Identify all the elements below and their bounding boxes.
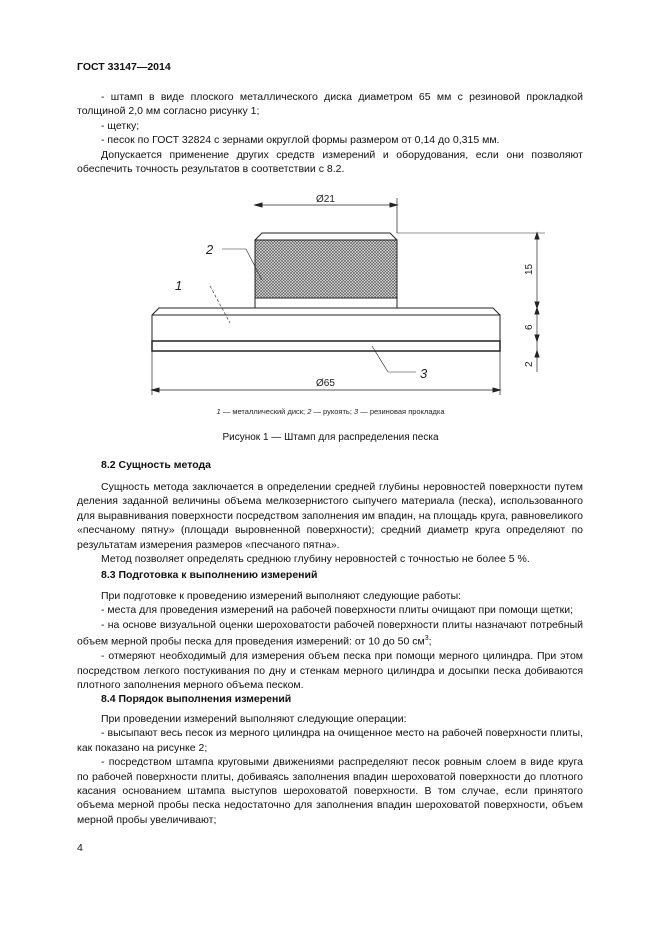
legend-text: — рукоять; [311, 407, 355, 416]
callout-disc: 1 [175, 278, 183, 293]
paragraph: Допускается применение других средств измерений и оборудования, если они позволяют обеспечить точность результатов в соответствии с 8.2. [77, 148, 583, 176]
paragraph: - отмеряют необходимый для измерения объем песка при помощи мерного цилиндра. При этом посредством легкого постукивания по дну и стенкам мерного цилиндра и досыпки песка добиваются плотного заполнения мерного объема песком. [77, 650, 583, 691]
section-8-2 [77, 480, 583, 566]
section-8-4 [77, 712, 583, 827]
section-heading: 8.3 Подготовка к выполнению измерений [101, 569, 318, 581]
dim-disc-height: 6 [524, 324, 535, 330]
paragraph: - песок по ГОСТ 32824 с зернами округлой формы размером от 0,14 до 0,315 мм. [101, 134, 500, 147]
handle-knurl [255, 240, 397, 298]
callout-handle: 2 [206, 242, 214, 257]
dim-pad-height: 2 [524, 361, 535, 367]
figure-legend [0, 407, 661, 416]
paragraph: При подготовке к проведению измерений выполняют следующие работы: [101, 590, 462, 602]
legend-text: — резиновая прокладка [358, 407, 445, 416]
paragraph: Метод позволяет определять среднюю глубину неровностей с точностью не более 5 %. [101, 553, 530, 566]
document-number: ГОСТ 33147—2014 [77, 61, 171, 73]
legend-text: — металлический диск; [220, 407, 308, 416]
superscript: 3 [424, 635, 429, 643]
page-number: 4 [77, 842, 83, 854]
dim-bottom-diameter: Ø65 [316, 378, 335, 389]
legend-num: 3 [354, 407, 359, 416]
disc-chamfer [152, 308, 500, 315]
paragraph: - штамп в виде плоского металлического диска диаметром 65 мм с резиновой прокладкой толщиной 2,0 мм согласно рисунку 1; [77, 91, 583, 118]
paragraph-tail: ; [428, 635, 432, 648]
paragraph: Сущность метода заключается в определении средней глубины неровностей поверхности путем деления заданной величины объема мелкозернистого сыпучего материала (песка), использованного для выравнивания поверхности посредством заполнения им впадин, на площадь круга, равновеликого «песчаному пятну» (площади выровненной поверхности); средний диаметр круга определяют по результатам измерения размеров «песчаного пятна». [77, 481, 583, 551]
handle-chamfer [255, 233, 397, 240]
paragraph: - посредством штампа круговыми движениями распределяют песок ровным слоем в виде круга по рабочей поверхности плиты, добиваясь заполнения впадин шероховатой поверхности до плотного касания основанием штампа выступов шероховатой поверхности. В том случае, если принятого объема мерной пробы песка недостаточно для заполнения впадин шероховатой поверхности, объем мерной пробы увеличивают; [77, 756, 583, 826]
dim-top-diameter: Ø21 [316, 194, 335, 205]
section-8-3 [77, 589, 583, 692]
legend-num: 2 [307, 407, 312, 416]
paragraph: При проведении измерений выполняют следующие операции: [101, 713, 407, 725]
rubber-pad [152, 341, 500, 351]
section-heading: 8.2 Сущность метода [101, 459, 212, 471]
figure-stamp-drawing [0, 0, 661, 430]
dim-handle-height: 15 [524, 263, 535, 275]
figure-caption: Рисунок 1 — Штамп для распределения песка [222, 432, 439, 443]
legend-num: 1 [216, 407, 221, 416]
paragraph [77, 618, 583, 649]
paragraph: - высыпают весь песок из мерного цилиндра на очищенное место на рабочей поверхности плиты, как показано на рисунке 2; [77, 727, 583, 754]
paragraph: - щетку; [101, 119, 140, 132]
section-heading: 8.4 Порядок выполнения измерений [101, 693, 292, 705]
paragraph: - места для проведения измерений на рабочей поверхности плиты очищают при помощи щетки; [101, 604, 574, 617]
paragraph-text: - на основе визуальной оценки шероховатости рабочей поверхности плиты назначают потребный объем мерной пробы песка для проведения измерений: от 10 до 50 см [77, 618, 583, 648]
handle-base [255, 298, 397, 308]
metal-disc [152, 315, 500, 341]
callout-pad: 3 [420, 366, 428, 381]
